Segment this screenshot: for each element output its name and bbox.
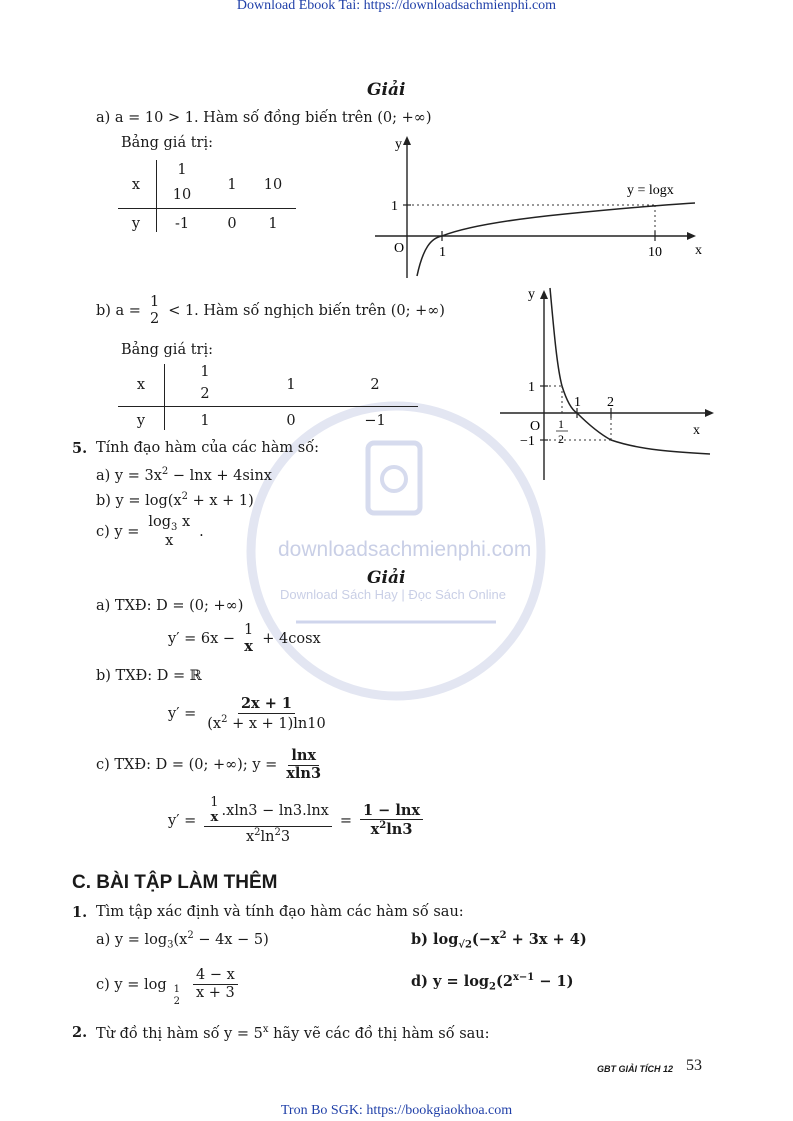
- graph-b-x-axis: x: [693, 423, 700, 438]
- part-a-text: a) a = 10 > 1. Hàm số đồng biến trên (0; +∞): [96, 110, 432, 126]
- exercise-5-number: 5.: [72, 440, 88, 457]
- footer-book-label: GBT GIẢI TÍCH 12: [597, 1064, 674, 1074]
- exercise-5a: a) $y = 3x^2 - \ln x + 4\sin x$: [96, 466, 272, 484]
- table-b-y-label: y: [136, 413, 146, 429]
- graph-b-tick-y-neg: −1: [520, 434, 535, 449]
- section-c-title: C. BÀI TẬP LÀM THÊM: [72, 872, 278, 893]
- table-a-y-2: 0: [227, 216, 237, 232]
- watermark-site: downloadsachmienphi.com: [278, 538, 532, 561]
- header-banner: Download Ebook Tai: https://downloadsachmienphi.com: [236, 0, 557, 13]
- exercise-5-prompt: Tính đạo hàm của các hàm số:: [96, 440, 319, 456]
- part-b-prefix: b) a =: [96, 302, 141, 319]
- graph-a-tick-y: 1: [391, 199, 398, 214]
- graph-b-y-axis: y: [528, 287, 535, 302]
- solution-5b-derivative: y′ = $\frac{2x + 1}{(x^2 + x + 1)\ln 10}$: [168, 695, 326, 732]
- extra-1-prompt: Tìm tập xác định và tính đạo hàm các hàm số sau:: [96, 904, 464, 920]
- solution-5b-domain: b) TXĐ: D = ℝ: [96, 668, 202, 684]
- exercise-5c: c) y = $\log_3 x$ x .: [96, 514, 204, 550]
- table-b-frac-den: 2: [200, 386, 210, 402]
- part-b-table-title: Bảng giá trị:: [121, 342, 213, 358]
- part-b-line: [96, 294, 445, 327]
- extra-2-number: 2.: [72, 1024, 88, 1041]
- extra-1c: c) y = log 1 2 $\frac{4 - x}{x + 3}$: [96, 962, 238, 1007]
- solution-5-heading: Giải: [367, 568, 406, 588]
- table-a-x-2: 10: [263, 177, 283, 193]
- solution-5a-domain: a) TXĐ: D = (0; +∞): [96, 598, 244, 614]
- footer-banner: Tron Bo SGK: https://bookgiaokhoa.com: [280, 1103, 513, 1118]
- graph-a-tick-x1: 1: [439, 245, 446, 260]
- table-b-y-3: −1: [364, 413, 386, 429]
- exercise-5b: b) $y = \log(x^2 + x + 1)$: [96, 491, 254, 509]
- table-b-x-2: 2: [370, 377, 380, 393]
- table-b-x-label: x: [136, 377, 146, 393]
- log-curve: [417, 203, 695, 276]
- watermark-book-icon: [368, 443, 420, 513]
- graph-b: [500, 282, 720, 482]
- log-half-curve: [550, 288, 710, 454]
- table-b-y-1: 1: [200, 413, 210, 429]
- table-a-frac-den: 10: [172, 187, 192, 203]
- solution-5c-domain: c) TXĐ: D = (0; +∞); y = $\frac{\ln x}{xln3}$: [96, 747, 322, 782]
- value-table-a: [118, 160, 298, 235]
- extra-1a: a) $y = \log_3(x^2 - 4x - 5)$: [96, 930, 269, 951]
- value-table-b: [118, 364, 418, 434]
- graph-a: [365, 130, 715, 280]
- extra-1d: d) $y = \log_2(2^{x-1} - 1)$: [411, 972, 574, 993]
- extra-2-prompt: Từ đồ thị hàm số $y = 5^x$ hãy vẽ các đồ thị hàm số sau:: [96, 1024, 490, 1042]
- part-b-suffix: < 1. Hàm số nghịch biến trên (0; +∞): [168, 302, 445, 319]
- part-a-table-title: Bảng giá trị:: [121, 135, 213, 151]
- graph-b-tick-y-pos: 1: [528, 380, 535, 395]
- graph-b-tick-half-den: 2: [558, 432, 564, 446]
- page-number: 53: [686, 1057, 702, 1074]
- table-b-y-2: 0: [286, 413, 296, 429]
- graph-b-tick-x1: 1: [574, 395, 581, 410]
- table-b-frac-num: 1: [200, 364, 210, 380]
- part-b-fraction: 1 2: [149, 294, 160, 327]
- table-a-x-label: x: [131, 177, 141, 193]
- graph-a-origin: O: [394, 241, 405, 256]
- solution-heading: Giải: [367, 80, 406, 100]
- extra-1-number: 1.: [72, 904, 88, 921]
- graph-b-tick-x2: 2: [607, 395, 614, 410]
- table-a-y-3: 1: [268, 216, 278, 232]
- graph-a-x-axis: x: [695, 243, 702, 258]
- graph-a-y-axis: y: [395, 137, 402, 152]
- table-a-x-1: 1: [227, 177, 237, 193]
- graph-b-tick-half-num: 1: [558, 417, 564, 431]
- graph-a-curve-label: y = logx: [627, 183, 674, 198]
- extra-1b: b) $\log_{√2}(-x^2 + 3x + 4)$: [411, 930, 587, 951]
- graph-b-origin: O: [530, 419, 541, 434]
- table-a-y-label: y: [131, 216, 141, 232]
- watermark-tagline: Download Sách Hay | Đọc Sách Online: [280, 587, 506, 602]
- solution-5a-derivative: y′ = 6x − 1 x + 4cosx: [168, 622, 321, 655]
- graph-a-tick-x2: 10: [648, 245, 662, 260]
- solution-5c-derivative: y′ = 1 x .xln3 − ln3.lnx $x^2\ln^23$ = $\frac{1 - \ln x}{x^2\ln 3}$: [168, 796, 423, 845]
- table-b-x-1: 1: [286, 377, 296, 393]
- table-a-frac-num: 1: [177, 162, 187, 178]
- table-a-y-1: -1: [174, 216, 190, 232]
